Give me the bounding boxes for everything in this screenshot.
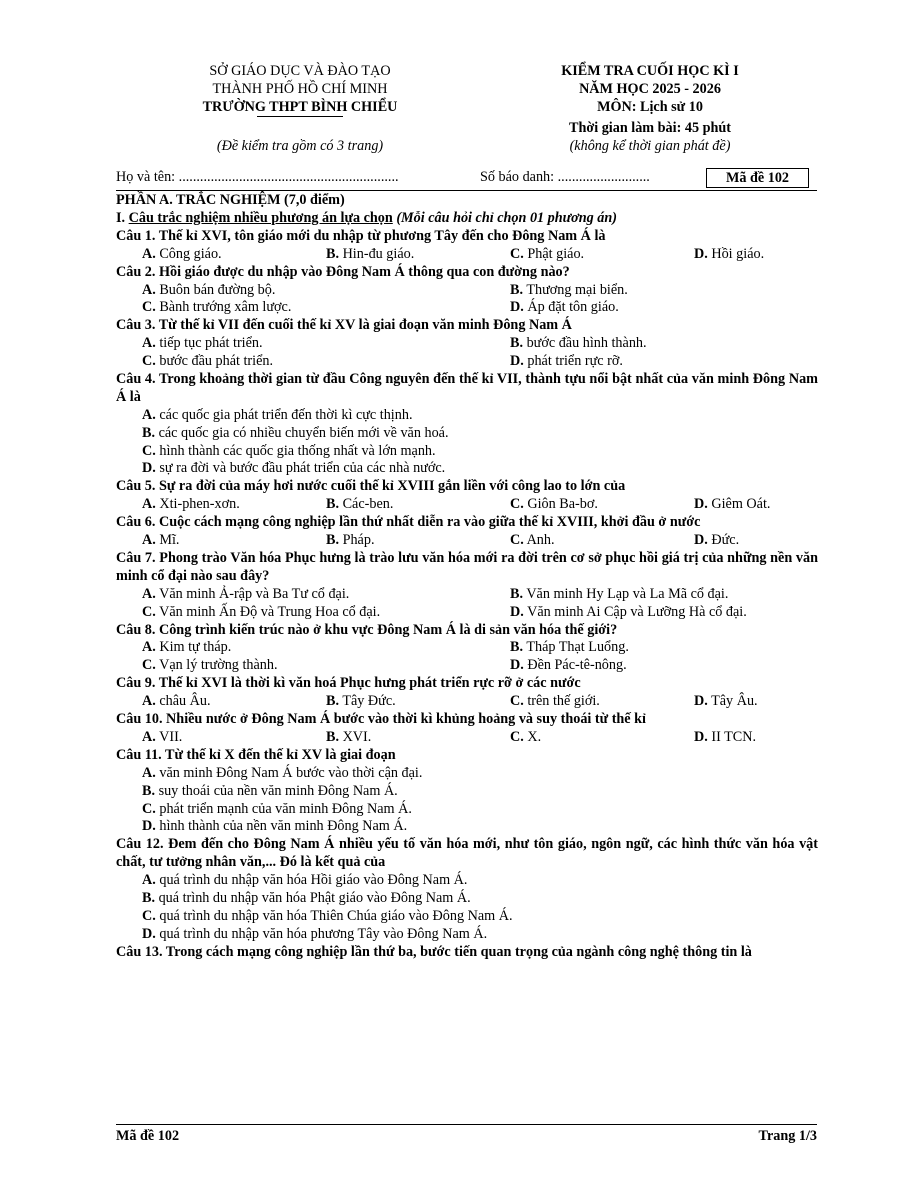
option-label: B.	[326, 496, 340, 513]
answer-option	[142, 801, 412, 819]
answer-option	[694, 532, 739, 550]
option-label: D.	[510, 299, 524, 316]
option-text: suy thoái của nền văn minh Đông Nam Á.	[158, 782, 398, 799]
header-left	[150, 62, 450, 155]
answer-option	[142, 460, 445, 478]
answer-option	[142, 639, 231, 657]
option-text: Văn minh Ả-rập và Ba Tư cổ đại.	[159, 585, 350, 602]
option-label: D.	[694, 532, 708, 549]
option-label: D.	[694, 496, 708, 513]
option-text: phát triển rực rỡ.	[527, 353, 623, 370]
student-name-field: Họ và tên: ..............................................................	[116, 169, 399, 185]
option-text: Anh.	[526, 532, 555, 549]
footer-exam-code: Mã đề 102	[116, 1128, 180, 1144]
option-label: B.	[510, 335, 524, 352]
answer-option	[694, 246, 764, 264]
answer-option	[142, 532, 179, 550]
option-label: B.	[142, 890, 156, 906]
section-subtitle: I. Câu trắc nghiệm nhiều phương án lựa chọn (Mỗi câu hỏi chỉ chọn 01 phương án)	[116, 209, 618, 226]
option-text: văn minh Đông Nam Á bước vào thời cận đại.	[159, 764, 423, 781]
option-text: quá trình du nhập văn hóa Thiên Chúa giáo vào Đông Nam Á.	[159, 907, 513, 924]
header-right	[480, 62, 820, 155]
option-label: C.	[142, 353, 156, 370]
option-text: Hồi giáo.	[711, 245, 765, 262]
question-text: Câu 3. Từ thế kỉ VII đến cuối thế kỉ XV là giai đoạn văn minh Đông Nam Á	[116, 317, 572, 334]
option-text: XVI.	[342, 728, 372, 745]
option-text: trên thế giới.	[527, 693, 600, 710]
answer-option	[142, 407, 413, 425]
option-text: VII.	[159, 728, 183, 745]
option-text: Buôn bán đường bộ.	[159, 281, 276, 298]
option-label: D.	[510, 603, 524, 620]
option-label: C.	[142, 800, 156, 817]
answer-option	[510, 639, 629, 657]
option-text: Kim tự tháp.	[159, 639, 232, 656]
option-text: bước đầu hình thành.	[526, 335, 647, 352]
option-text: Áp đặt tôn giáo.	[527, 299, 619, 316]
answer-option	[510, 246, 584, 264]
department-name: SỞ GIÁO DỤC VÀ ĐÀO TẠO	[209, 63, 391, 79]
question-text: Câu 1. Thế kỉ XVI, tôn giáo mới du nhập từ phương Tây đến cho Đông Nam Á là	[116, 227, 606, 244]
option-text: các quốc gia phát triển đến thời kì cực thịnh.	[159, 406, 413, 423]
option-text: Tây Âu.	[711, 693, 758, 710]
question-text: Câu 12. Đem đến cho Đông Nam Á nhiều yếu tố văn hóa mới, như tôn giáo, ngôn ngữ, các hình thức văn hóa vật chất, tư tưởng nhân văn,... Đó là kết quả của	[116, 836, 818, 871]
answer-option	[142, 908, 513, 926]
answer-option	[326, 246, 414, 264]
page-count-note: (Đề kiểm tra gồm có 3 trang)	[216, 138, 384, 154]
option-text: Giôn Ba-bơ.	[527, 496, 598, 513]
option-text: Các-ben.	[342, 496, 394, 513]
answer-option	[142, 586, 349, 604]
answer-option	[510, 353, 623, 371]
option-text: II TCN.	[711, 728, 757, 745]
option-text: Văn minh Ấn Độ và Trung Hoa cổ đại.	[159, 603, 381, 620]
answer-option	[142, 246, 222, 264]
option-text: hình thành của nền văn minh Đông Nam Á.	[159, 818, 408, 835]
option-label: C.	[142, 442, 156, 459]
option-text: Xti-phen-xơn.	[159, 496, 240, 513]
option-label: C.	[510, 728, 524, 745]
option-text: Tháp Thạt Luổng.	[526, 639, 629, 656]
answer-option	[142, 818, 407, 836]
option-label: D.	[142, 818, 156, 835]
option-text: Đền Pác-tê-nông.	[527, 657, 627, 674]
option-label: C.	[510, 245, 524, 262]
option-text: châu Âu.	[159, 693, 211, 710]
answer-option	[142, 783, 398, 801]
option-text: Hin-đu giáo.	[342, 245, 415, 262]
subtitle-note: (Mỗi câu hỏi chỉ chọn 01 phương án)	[392, 209, 618, 226]
option-text: Đức.	[711, 532, 740, 549]
question-text: Câu 10. Nhiều nước ở Đông Nam Á bước vào thời kì khủng hoảng và suy thoái từ thế kỉ	[116, 711, 646, 728]
page-number: Trang 1/3	[758, 1128, 817, 1144]
option-label: D.	[142, 925, 156, 942]
option-label: C.	[142, 299, 156, 316]
answer-option	[142, 872, 467, 890]
question-text: Câu 9. Thế kỉ XVI là thời kì văn hoá Phục hưng phát triển rực rỡ ở các nước	[116, 675, 581, 692]
option-text: Tây Đức.	[342, 693, 396, 710]
answer-option	[326, 532, 374, 550]
answer-option	[510, 657, 627, 675]
option-text: bước đầu phát triển.	[159, 353, 274, 370]
answer-option	[510, 299, 619, 317]
student-info-row	[116, 168, 816, 188]
question-text: Câu 2. Hồi giáo được du nhập vào Đông Nam Á thông qua con đường nào?	[116, 263, 570, 280]
answer-option	[510, 604, 747, 622]
option-label: A.	[142, 335, 156, 352]
option-label: A.	[142, 496, 156, 513]
answer-option	[142, 282, 275, 300]
option-label: C.	[510, 532, 524, 549]
option-text: tiếp tục phát triển.	[159, 335, 263, 352]
option-label: D.	[694, 693, 708, 710]
answer-option	[142, 890, 471, 908]
option-label: D.	[510, 657, 524, 674]
footer-divider	[116, 1124, 817, 1125]
option-label: A.	[142, 693, 156, 710]
answer-option	[142, 657, 278, 675]
answer-option	[142, 693, 211, 711]
option-label: C.	[142, 907, 156, 924]
option-label: A.	[142, 728, 156, 745]
school-year: NĂM HỌC 2025 - 2026	[579, 81, 721, 97]
subtitle-main: Câu trắc nghiệm nhiều phương án lựa chọn	[128, 209, 393, 226]
option-label: C.	[510, 496, 524, 513]
answer-option	[510, 586, 728, 604]
option-label: A.	[142, 764, 156, 781]
student-number-field: Số báo danh: ..........................	[480, 169, 650, 185]
option-text: Pháp.	[342, 532, 375, 549]
option-label: D.	[142, 460, 156, 477]
answer-option	[694, 496, 770, 514]
option-label: A.	[142, 245, 156, 262]
city-name: THÀNH PHỐ HỒ CHÍ MINH	[212, 81, 388, 97]
answer-option	[510, 729, 541, 747]
option-text: các quốc gia có nhiều chuyển biến mới về văn hoá.	[158, 424, 449, 441]
question-text: Câu 8. Công trình kiến trúc nào ở khu vực Đông Nam Á là di sản văn hóa thế giới?	[116, 621, 618, 638]
answer-option	[142, 353, 273, 371]
option-text: Văn minh Ai Cập và Lưỡng Hà cổ đại.	[527, 603, 747, 620]
question-text: Câu 7. Phong trào Văn hóa Phục hưng là trào lưu văn hóa mới ra đời trên cơ sở phục hồi giá trị của những nền văn minh cổ đại nào sau đây?	[116, 549, 818, 584]
answer-option	[694, 693, 758, 711]
option-label: B.	[326, 245, 340, 262]
answer-option	[510, 335, 647, 353]
option-label: D.	[510, 353, 524, 370]
option-label: B.	[510, 281, 524, 298]
exam-title: KIỂM TRA CUỐI HỌC KÌ I	[561, 63, 739, 79]
option-text: Thương mại biển.	[526, 281, 628, 298]
answer-option	[142, 335, 263, 353]
answer-option	[142, 443, 436, 461]
option-text: X.	[527, 728, 542, 745]
option-text: Vạn lý trường thành.	[159, 657, 278, 674]
option-label: A.	[142, 281, 156, 298]
option-text: Giêm Oát.	[711, 496, 771, 513]
option-label: A.	[142, 872, 156, 889]
option-label: C.	[510, 693, 524, 710]
option-label: C.	[142, 603, 156, 620]
header-divider	[116, 190, 817, 191]
answer-option	[142, 496, 240, 514]
option-text: Văn minh Hy Lạp và La Mã cổ đại.	[526, 585, 729, 602]
question-list	[116, 228, 818, 962]
duration: Thời gian làm bài: 45 phút	[569, 120, 731, 136]
option-text: phát triển mạnh của văn minh Đông Nam Á.	[159, 800, 412, 817]
subject: MÔN: Lịch sử 10	[597, 99, 703, 115]
answer-option	[510, 693, 600, 711]
answer-option	[142, 729, 182, 747]
option-label: B.	[326, 728, 340, 745]
option-label: B.	[510, 639, 524, 656]
option-text: quá trình du nhập văn hóa Phật giáo vào Đông Nam Á.	[158, 890, 471, 906]
option-label: D.	[694, 245, 708, 262]
question-text: Câu 11. Từ thế kỉ X đến thế kỉ XV là giai đoạn	[116, 746, 396, 763]
answer-option	[142, 299, 291, 317]
option-text: Bành trướng xâm lược.	[159, 299, 292, 316]
question-text: Câu 5. Sự ra đời của máy hơi nước cuối thế kỉ XVIII gắn liền với công lao to lớn của	[116, 478, 626, 495]
answer-option	[510, 282, 628, 300]
option-text: Công giáo.	[159, 245, 222, 262]
option-label: C.	[142, 657, 156, 674]
option-text: Mĩ.	[159, 532, 180, 549]
option-label: A.	[142, 406, 156, 423]
answer-option	[142, 604, 380, 622]
answer-option	[142, 926, 487, 944]
option-label: B.	[510, 585, 524, 602]
option-text: hình thành các quốc gia thống nhất và lớn mạnh.	[159, 442, 436, 459]
answer-option	[326, 729, 371, 747]
question-text: Câu 6. Cuộc cách mạng công nghiệp lần thứ nhất diễn ra vào giữa thế kỉ XVIII, khởi đầu ở nước	[116, 514, 701, 531]
option-label: B.	[326, 693, 340, 710]
answer-option	[326, 496, 393, 514]
question-text: Câu 13. Trong cách mạng công nghiệp lần thứ ba, bước tiến quan trọng của ngành công nghệ thông tin là	[116, 943, 752, 960]
answer-option	[142, 425, 449, 443]
option-text: quá trình du nhập văn hóa phương Tây vào Đông Nam Á.	[159, 925, 488, 942]
footer	[116, 1128, 817, 1148]
option-label: A.	[142, 585, 156, 602]
option-label: A.	[142, 639, 156, 656]
option-text: sự ra đời và bước đầu phát triển của các nhà nước.	[159, 460, 446, 477]
exam-content	[116, 192, 818, 962]
option-text: Phật giáo.	[527, 245, 585, 262]
answer-option	[694, 729, 756, 747]
option-label: B.	[142, 782, 156, 799]
section-title: PHẦN A. TRẮC NGHIỆM (7,0 điểm)	[116, 192, 345, 208]
option-label: B.	[326, 532, 340, 549]
option-text: quá trình du nhập văn hóa Hồi giáo vào Đông Nam Á.	[159, 872, 468, 889]
school-name: TRƯỜNG THPT BÌNH CHIỂU	[202, 99, 398, 115]
exam-code-box: Mã đề 102	[706, 168, 809, 188]
option-label: D.	[694, 728, 708, 745]
answer-option	[510, 532, 555, 550]
option-label: A.	[142, 532, 156, 549]
answer-option	[510, 496, 598, 514]
answer-option	[326, 693, 396, 711]
answer-option	[142, 765, 422, 783]
question-text: Câu 4. Trong khoảng thời gian từ đầu Công nguyên đến thế kỉ VII, thành tựu nổi bật nhất của văn minh Đông Nam Á là	[116, 370, 818, 405]
option-label: B.	[142, 424, 156, 441]
duration-note: (không kể thời gian phát đề)	[569, 138, 731, 154]
